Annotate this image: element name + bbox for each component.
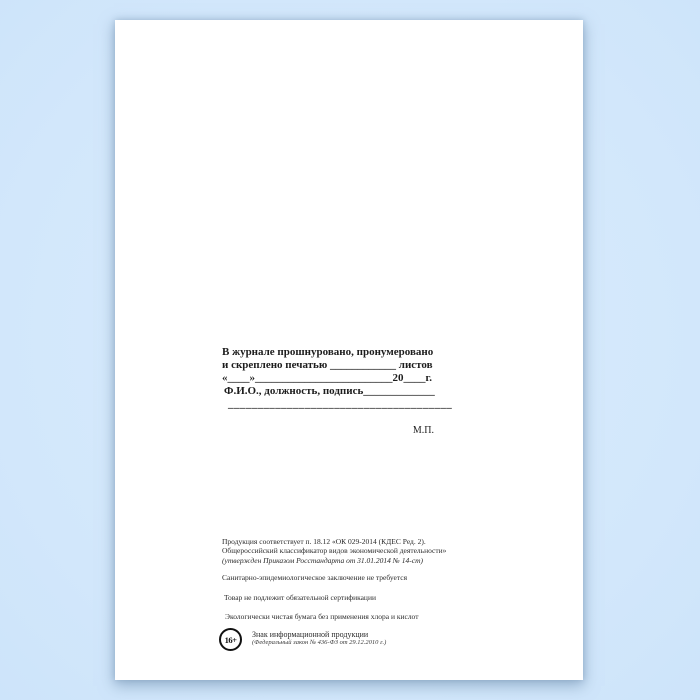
classifier-line-3: (утвержден Приказом Росстандарта от 31.01.2014 № 14-ст)	[222, 555, 423, 565]
product-classifier-note	[222, 537, 452, 565]
classifier-line-2: Общероссийский классификатор видов экономической деятельности»	[222, 546, 447, 556]
certification-note: Товар не подлежит обязательной сертификации	[224, 593, 376, 602]
age-rating-row	[219, 628, 386, 651]
journal-back-page	[115, 20, 583, 680]
signature-underline: ______________________________________	[228, 398, 453, 410]
certification-line-2: и скреплено печатью ____________ листов	[222, 359, 433, 371]
certification-line-1: В журнале прошнуровано, пронумеровано	[222, 346, 434, 358]
age-rating-text	[252, 628, 386, 647]
age-rating-law-reference: (Федеральный закон № 436-ФЗ от 29.12.2010 г.)	[252, 639, 387, 646]
certification-line-4: Ф.И.О., должность, подпись_____________	[224, 385, 435, 397]
stamp-place-label: М.П.	[412, 425, 434, 436]
certification-block	[222, 346, 453, 411]
age-rating-16plus-icon: 16+	[219, 628, 242, 651]
classifier-line-1: Продукция соответствует п. 18.12 «ОК 029-2014 (КДЕС Ред. 2).	[222, 537, 426, 546]
age-rating-title: Знак информационной продукции	[252, 630, 369, 639]
sanitary-note: Санитарно-эпидемиологическое заключение не требуется	[222, 573, 408, 582]
certification-line-3: «____»_________________________20____г.	[222, 372, 433, 384]
ecology-note: Экологически чистая бумага без применения хлора и кислот	[225, 612, 419, 621]
